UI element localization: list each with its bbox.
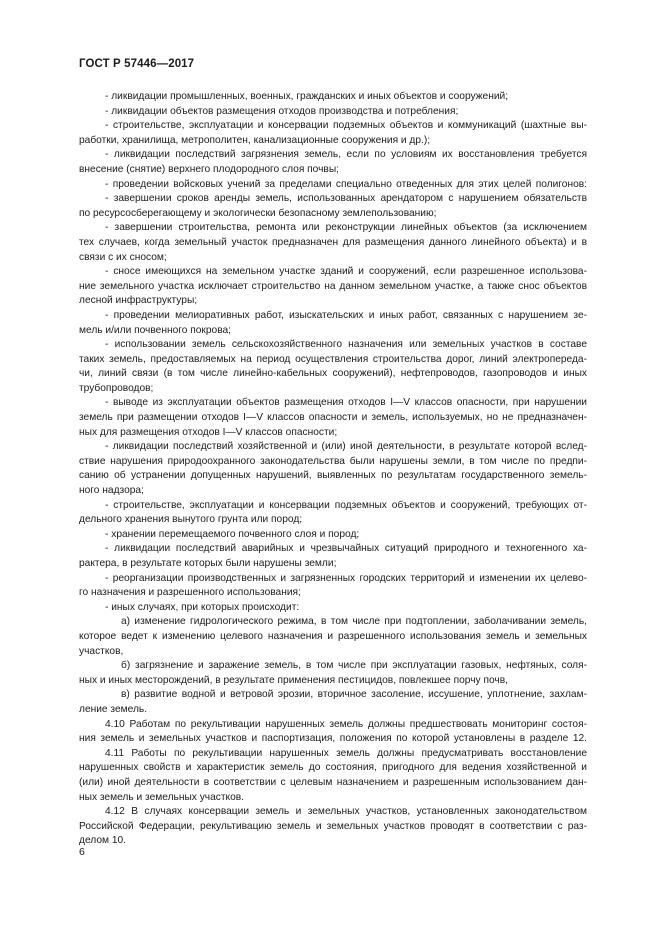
text-line: земель при размещении отходов I—V классов опасности и земель, используемых, но не предназначен-: [79, 412, 587, 424]
text-line: внесение (снятие) верхнего плодородного слоя почвы;: [79, 163, 339, 175]
text-line: - иных случаях, при которых происходит:: [105, 601, 300, 613]
text-line: ных земель и земельных участков.: [79, 791, 245, 803]
text-line: тех случаев, когда земельный участок предназначен для размещения данного линейного объекта) и в: [79, 236, 587, 248]
text-line: мель и/или почвенного покрова;: [79, 324, 231, 336]
text-line: - ликвидации последствий аварийных и чрезвычайных ситуаций природного и техногенного ха-: [105, 543, 587, 555]
text-line: 4.12 В случаях консервации земель и земельных участков, установленных законодательством: [105, 806, 587, 818]
text-line: - реорганизации производственных и загрязненных городских территорий и изменении их целево-: [105, 572, 587, 584]
text-line: го назначения и разрешенного использования;: [79, 587, 301, 599]
text-line: - ликвидации последствий загрязнения земель, если по условиям их восстановления требуется: [105, 149, 587, 161]
text-line: таких земель, предоставляемых на период осуществления строительства дорог, линий электропереда-: [79, 353, 587, 365]
page-number: 6: [79, 846, 85, 858]
text-line: чи, линий связи (в том числе линейно-кабельных сооружений), нефтепроводов, газопроводов и иных: [79, 368, 587, 380]
text-line: санию об устранении допущенных нарушений, выявленных по результатам государственного земель-: [79, 470, 587, 482]
text-line: б) загрязнение и заражение земель, в том числе при эксплуатации газовых, нефтяных, соля-: [121, 660, 587, 672]
text-line: - хранении перемещаемого почвенного слоя и пород;: [105, 528, 360, 540]
text-line: Российской Федерации, рекультивацию земель и земельных участков проводят в соответствии с раз-: [79, 820, 587, 832]
text-line: а) изменение гидрологического режима, в том числе при подтоплении, заболачивании земель,: [121, 616, 587, 628]
text-line: ного надзора;: [79, 485, 144, 497]
text-line: трубопроводов;: [79, 382, 154, 394]
text-line: ных и иных месторождений, в результате применения пестицидов, повлекшее порчу почв,: [79, 674, 508, 686]
text-line: - ликвидации объектов размещения отходов производства и потребления;: [105, 105, 459, 117]
text-line: - сносе имеющихся на земельном участке зданий и сооружений, если разрешенное использова-: [105, 266, 587, 278]
text-line: - проведении мелиоративных работ, изыскательских и иных работ, связанных с нарушением зе-: [105, 309, 587, 321]
text-line: участков,: [79, 645, 124, 657]
text-line: - завершении сроков аренды земель, использованных арендатором с нарушением обязательств: [105, 193, 587, 205]
text-line: - строительстве, эксплуатации и консервации подземных объектов и коммуникаций (шахтные вы-: [105, 120, 587, 132]
document-body: [79, 90, 587, 849]
text-line: которое ведет к изменению целевого назначения и разрешенного использования земель и земельных: [79, 630, 587, 642]
text-line: ния земель и земельных участков и паспортизация, положения по которой установлены в разделе 12.: [79, 733, 587, 745]
text-line: (или) иной деятельности в соответствии с целевым назначением и разрешенным использованием дан-: [79, 776, 587, 788]
text-line: ных для размещения отходов I—V классов опасности;: [79, 426, 338, 438]
text-line: - ликвидации промышленных, военных, гражданских и иных объектов и сооружений;: [105, 91, 509, 102]
text-line: связи с их сносом;: [79, 251, 167, 263]
text-line: - проведении войсковых учений за пределами специально отведенных для этих целей полигонов:: [105, 178, 587, 190]
text-line: работки, хранилища, метрополитен, канализационные сооружения и др.);: [79, 134, 431, 146]
text-line: дельного хранения вынутого грунта или пород;: [79, 514, 303, 526]
text-line: нарушенных свойств и характеристик земель до состояния, пригодного для ведения хозяйственной и: [79, 762, 587, 774]
text-line: 4.10 Работам по рекультивации нарушенных земель должны предшествовать мониторинг состоя-: [105, 718, 587, 730]
text-line: 4.11 Работы по рекультивации нарушенных земель должны предусматривать восстановление: [105, 747, 587, 759]
text-line: рактера, в результате которых были нарушены земли;: [79, 558, 337, 569]
text-line: - ликвидации последствий хозяйственной и (или) иной деятельности, в результате которой вслед-: [105, 441, 587, 453]
text-line: - строительстве, эксплуатации и консервации подземных объектов и сооружений, требующих от-: [105, 499, 587, 511]
text-line: в) развитие водной и ветровой эрозии, вторичное засоление, иссушение, уплотнение, захлам-: [121, 689, 587, 701]
text-line: - выводе из эксплуатации объектов размещения отходов I—V классов опасности, при нарушении: [105, 397, 587, 409]
text-line: ление земель.: [79, 703, 148, 715]
text-line: по ресурсосберегающему и экологически безопасному землепользованию;: [79, 207, 437, 219]
document-header: ГОСТ Р 57446—2017: [79, 58, 195, 70]
text-line: - использовании земель сельскохозяйственного назначения или земельных участков в составе: [105, 339, 587, 351]
text-line: ние земельного участка исключает строительство на данном земельном участке, а также снос объектов: [79, 280, 587, 292]
text-line: лесной инфраструктуры;: [79, 295, 198, 307]
text-line: - завершении строительства, ремонта или реконструкции линейных объектов (за исключением: [105, 222, 587, 234]
text-line: делом 10.: [79, 835, 126, 847]
text-line: ствие нарушения природоохранного законодательства были нарушены земли, в том числе по предпи-: [79, 455, 587, 467]
